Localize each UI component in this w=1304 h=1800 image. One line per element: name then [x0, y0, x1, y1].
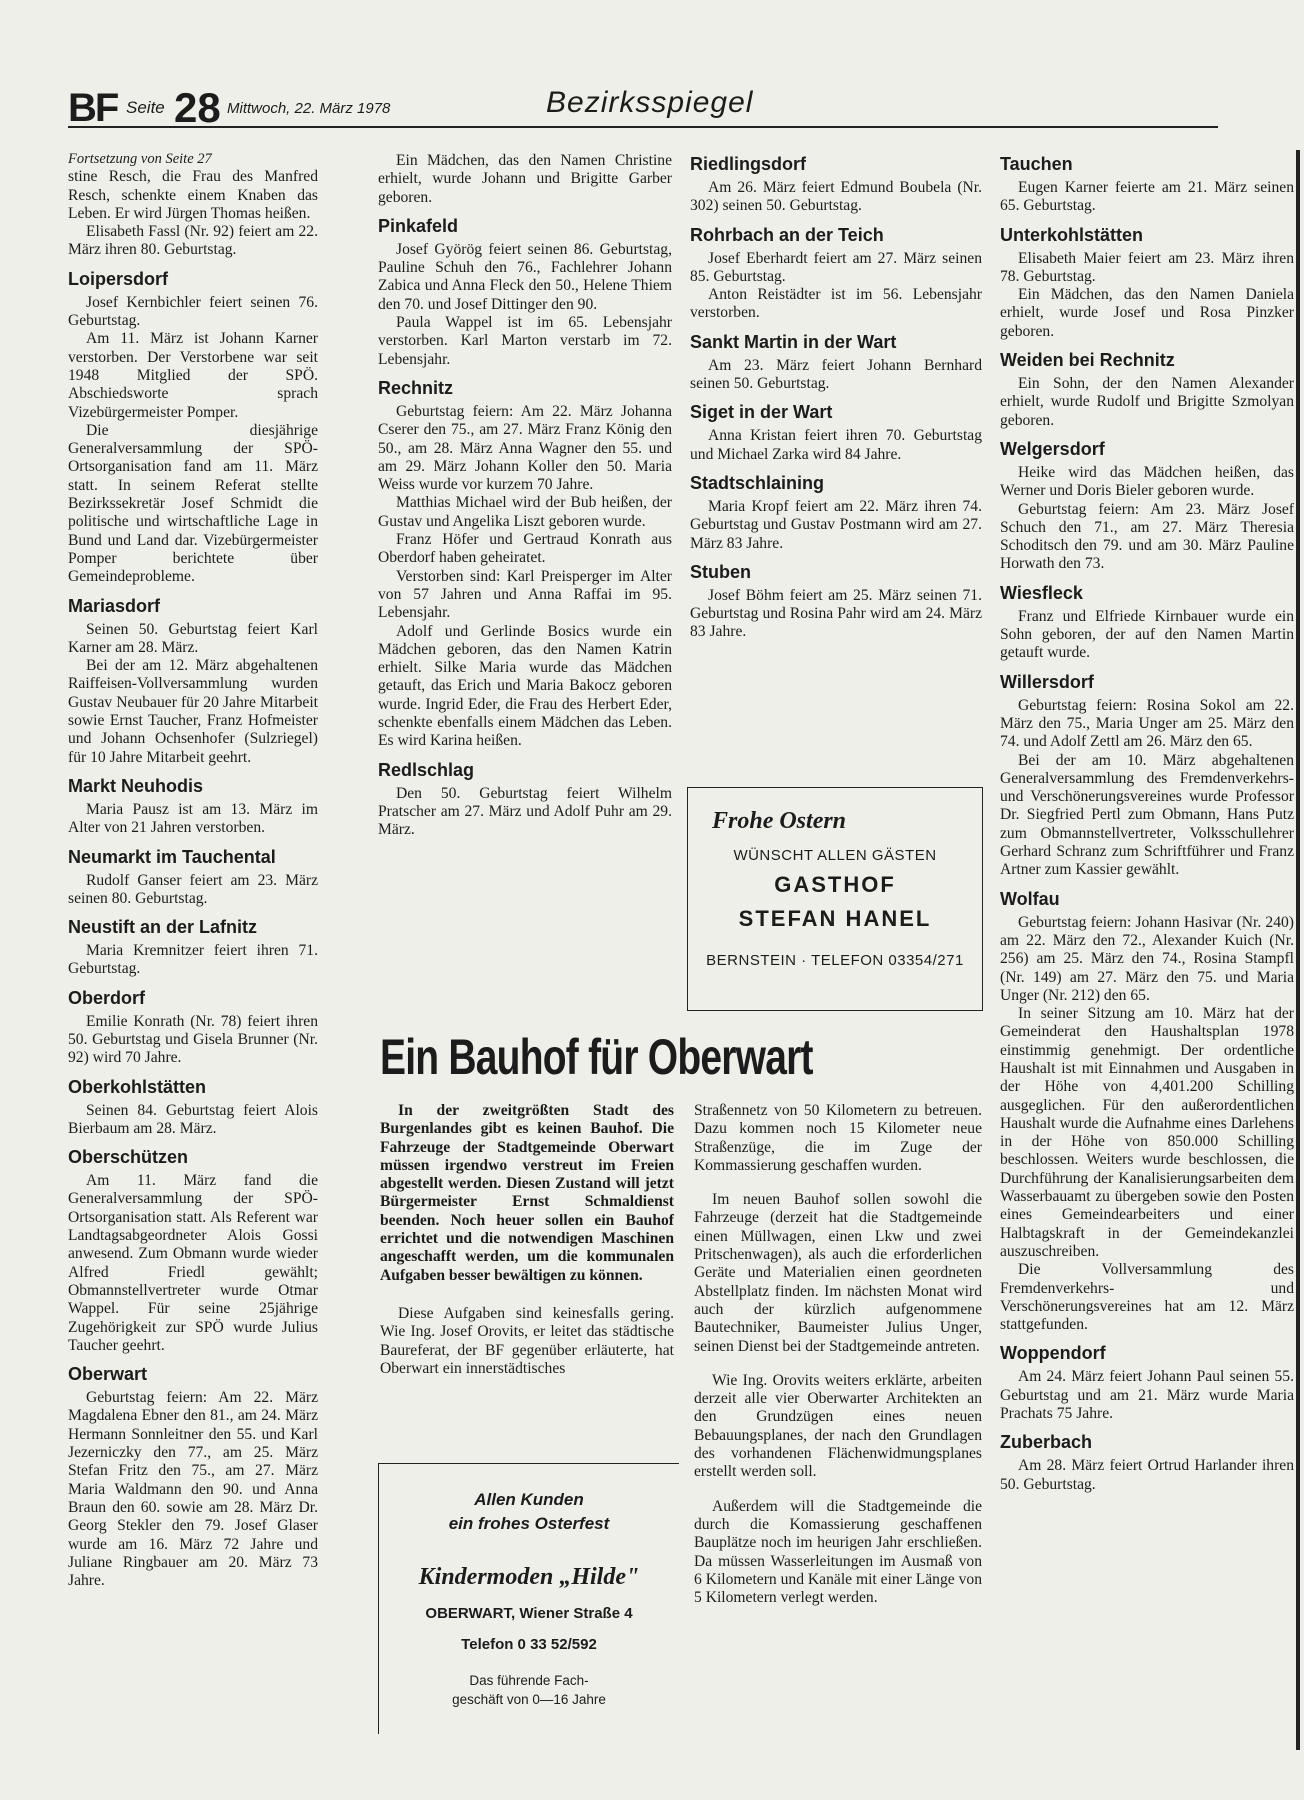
article-paragraph: Ein Sohn, der den Namen Alexander erhielt, wurde Rudolf und Brigitte Szmolyan geboren.	[1000, 375, 1294, 429]
town-heading: Siget in der Wart	[690, 402, 833, 423]
article-column-a	[380, 1102, 674, 1378]
article-paragraph: Josef Eberhardt feiert am 27. März seinen 85. Geburtstag.	[690, 249, 982, 285]
masthead	[68, 84, 1218, 131]
article-paragraph: Am 26. März feiert Edmund Boubela (Nr. 302) seinen 50. Geburtstag.	[690, 179, 982, 215]
town-heading: Markt Neuhodis	[68, 775, 204, 796]
newspaper-logo: BF	[68, 86, 118, 130]
article-paragraph: Seinen 84. Geburtstag feiert Alois Bierbaum am 28. März.	[68, 1101, 318, 1137]
ad-owner-name: STEFAN HANEL	[738, 906, 932, 931]
continuation-note: Fortsetzung von Seite 27	[68, 151, 212, 167]
article-paragraph: Geburtstag feiern: Am 22. März Magdalena Ebner den 81., am 24. März Hermann Sonnleitner den 55. und Karl Jezerniczky den 77., am 25. März Stefan Fritz den 75., am 27. März Maria Waldmann den 90. und Anna Braun den 60. sowie am 28. März Dr. Georg Stekler den 79. Josef Glaser wurde am 16. März 72 Jahre und Juliane Ringbauer am 20. März 73 Jahre.	[68, 1389, 318, 1590]
section-title: Bezirksspiegel	[546, 86, 754, 119]
ad-shop-name: Kindermoden „Hilde"	[418, 1564, 640, 1590]
town-heading: Redlschlag	[378, 759, 475, 780]
article-paragraph: Den 50. Geburtstag feiert Wilhelm Pratscher am 27. März und Adolf Puhr am 29. März.	[378, 784, 672, 839]
column-3	[690, 150, 982, 642]
column-1	[68, 150, 318, 1590]
town-heading: Neustift an der Lafnitz	[68, 917, 258, 938]
page-number: 28	[174, 84, 221, 131]
article-paragraph: Am 11. März fand die Generalversammlung der SPÖ-Ortsorganisation statt. Als Referent war Landtagsabgeordneter Alois Gossi anwesend. Zum Obmann wurde wieder Alfred Friedl gewählt; Obmannstellvertreter wurde Otmar Wappel. Für seine 25jährige Zugehörigkeit zur SPÖ wurde Julius Taucher geehrt.	[68, 1172, 318, 1354]
article-paragraph: Geburtstag feiern: Am 22. März Johanna Cserer den 75., am 27. März Franz König den 50., am 28. März Anna Wagner den 55. und am 29. März Johann Koller den 50. Maria Weiss wurde vor kurzem 70 Jahre.	[378, 402, 672, 494]
article-paragraph: Ein Mädchen, das den Namen Daniela erhielt, wurde Josef und Rosa Pinzker geboren.	[1000, 286, 1294, 340]
article-paragraph: Außerdem will die Stadtgemeinde die durch die Komassierung geschaffenen Bauplätze noch im heurigen Jahr erschließen. Da müssen Wasserleitungen im Ausmaß von 6 Kilometern und Kanäle mit einer Länge von 5 Kilometern verlegt werden.	[694, 1497, 982, 1607]
article-paragraph: Paula Wappel ist im 65. Lebensjahr verstorben. Karl Marton verstarb im 72. Lebensjahr.	[378, 314, 672, 368]
town-heading: Oberschützen	[68, 1147, 189, 1168]
article-paragraph: Wie Ing. Orovits weiters erklärte, arbeiten derzeit alle vier Oberwarter Architekten an den Grundzügen eines neuen Bebauungsplanes, der nach den Grundlagen des vorhandenen Flächenwidmungsplanes erstellt werden soll.	[694, 1371, 982, 1481]
article-paragraph: Am 28. März feiert Ortrud Harlander ihren 50. Geburtstag.	[1000, 1457, 1294, 1493]
town-heading: Rohrbach an der Teich	[690, 224, 884, 245]
town-heading: Oberdorf	[68, 987, 146, 1008]
town-heading: Sankt Martin in der Wart	[690, 331, 897, 352]
article-paragraph: Anton Reistädter ist im 56. Lebensjahr verstorben.	[690, 286, 982, 322]
ad-script-greeting: Frohe Ostern	[712, 808, 847, 834]
article-paragraph: Straßennetz von 50 Kilometern zu betreuen. Dazu kommen noch 15 Kilometer neue Straßenzüge, die im Zuge der Kommassierung geschaffen wurden.	[694, 1102, 982, 1174]
article-paragraph: Maria Kropf feiert am 22. März ihren 74. Geburtstag und Gustav Postmann wird am 27. März 83 Jahre.	[690, 497, 982, 552]
article-paragraph: Geburtstag feiern: Johann Hasivar (Nr. 240) am 22. März den 72., Alexander Kuich (Nr. 256) am 25. März den 74., Rosina Stampfl (Nr. 149) am 27. März den 75. und Maria Unger (Nr. 212) den 65.	[1000, 913, 1294, 1004]
article-paragraph: Maria Pausz ist am 13. März im Alter von 21 Jahren verstorben.	[68, 800, 318, 837]
town-heading: Stadtschlaining	[690, 472, 825, 493]
issue-date: Mittwoch, 22. März 1978	[227, 100, 391, 117]
article-paragraph: Josef Böhm feiert am 25. März seinen 71. Geburtstag und Rosina Pahr wird am 24. März 83 Jahre.	[690, 586, 982, 641]
town-heading: Zuberbach	[1000, 1432, 1093, 1453]
article-paragraph: In seiner Sitzung am 10. März hat der Gemeinderat den Haushaltsplan 1978 einstimmig genehmigt. Der ordentliche Haushalt ist mit Einnahmen und Ausgaben in der Höhe von 4,401.200 Schilling ausgeglichen. Für den außerordentlichen Haushalt wurde die Aufnahme eines Darlehens in der Höhe von 850.000 Schilling beschlossen. Weiters wurde beschlossen, die Durchführung der Kanalisierungsarbeiten dem Wasserbauamt zu übergeben sowie den Posten eines Gemeindearbeiters und einer Halbtagskraft in der Gemeindekanzlei auszuschreiben.	[1000, 1005, 1294, 1260]
column-2	[378, 152, 672, 840]
town-heading: Pinkafeld	[378, 215, 459, 236]
article-paragraph: Die diesjährige Generalversammlung der SPÖ-Ortsorganisation fand am 11. März statt. In seinem Referat stellte Bezirkssekretär Josef Schmidt die politische und wirtschaftliche Lage in Bund und Land dar. Vizebürgermeister Pomper berichtete über Gemeindeprobleme.	[68, 421, 318, 586]
ad-business-name: GASTHOF	[774, 872, 896, 897]
town-heading: Neumarkt im Tauchental	[68, 846, 276, 867]
page-label: Seite	[126, 98, 165, 117]
article-paragraph: Eugen Karner feierte am 21. März seinen 65. Geburtstag.	[1000, 179, 1294, 215]
article-paragraph: Diese Aufgaben sind keinesfalls gering. Wie Ing. Josef Orovits, er leitet das städtische Baureferat, der BF gegenüber erläuterte, hat Oberwart ein innerstädtisches	[380, 1304, 674, 1377]
article-paragraph: Bei der am 10. März abgehaltenen Generalversammlung des Fremdenverkehrs- und Verschönerungsvereines wurde Professor Dr. Siegfried Pertl zum Obmann, Hans Putz zum Obmannstellvertreter, Volksschullehrer Gerhard Schranz zum Schriftführer und Franz Artner zum Kassier gewählt.	[1000, 751, 1294, 879]
article-paragraph: Im neuen Bauhof sollen sowohl die Fahrzeuge (derzeit hat die Stadtgemeinde einen Müllwagen, einen Lkw und zwei Pritschenwagen), als auch die erforderlichen Geräte und Materialien einen geordneten Abstellplatz finden. Im nächsten Monat wird auch der kürzlich aufgenommene Bautechniker, Baumeister Julius Unger, seinen Dienst bei der Stadtgemeinde antreten.	[694, 1191, 982, 1355]
article-paragraph: Adolf und Gerlinde Bosics wurde ein Mädchen geboren, das den Namen Katrin erhielt. Silke Maria wurde das Mädchen getauft, das Erich und Maria Bakocz geboren wurde. Ingrid Eder, die Frau des Herbert Eder, schenkte ebenfalls einem Mädchen das Leben. Es wird Karina heißen.	[378, 622, 672, 750]
gasthof-advertisement	[687, 787, 983, 1011]
town-heading: Woppendorf	[1000, 1343, 1106, 1364]
ad-contact: BERNSTEIN · TELEFON 03354/271	[706, 952, 964, 969]
town-heading: Tauchen	[1000, 154, 1073, 174]
column-4	[1000, 150, 1294, 1494]
article-paragraph: Am 11. März ist Johann Karner verstorben. Der Verstorbene war seit 1948 Mitglied der SPÖ. Abschiedsworte sprach Vizebürgermeister Pomper.	[68, 330, 318, 421]
article-paragraph: stine Resch, die Frau des Manfred Resch, schenkte einem Knaben das Leben. Er wird Jürgen Thomas heißen.	[68, 168, 318, 222]
article-paragraph: Ein Mädchen, das den Namen Christine erhielt, wurde Johann und Brigitte Garber geboren.	[378, 152, 672, 206]
article-paragraph: Seinen 50. Geburtstag feiert Karl Karner am 28. März.	[68, 620, 318, 656]
ad-address: OBERWART, Wiener Straße 4	[425, 1605, 633, 1622]
article-paragraph: Verstorben sind: Karl Preisperger im Alter von 57 Jahren und Anna Raffai im 95. Lebensjahr.	[378, 567, 672, 622]
article-paragraph: Josef Kernbichler feiert seinen 76. Geburtstag.	[68, 293, 318, 330]
town-heading: Riedlingsdorf	[690, 154, 806, 174]
article-paragraph: Bei der am 12. März abgehaltenen Raiffeisen-Vollversammlung wurden Gustav Neubauer für 20 Jahre Mitarbeit sowie Ernst Taucher, Franz Hofmeister und Johann Ochsenhofer (Sulzriegel) für 10 Jahre Mitarbeit geehrt.	[68, 657, 318, 766]
article-paragraph: Franz Höfer und Gertraud Konrath aus Oberdorf haben geheiratet.	[378, 531, 672, 567]
ad-greeting-line: ein frohes Osterfest	[448, 1514, 610, 1533]
article-paragraph: Am 24. März feiert Johann Paul seinen 55. Geburtstag und am 21. März wurde Maria Prachats 75 Jahre.	[1000, 1368, 1294, 1423]
article-paragraph: Geburtstag feiern: Am 23. März Josef Schuch den 71., am 27. März Theresia Schoditsch den 79. und am 30. März Pauline Horwath den 73.	[1000, 500, 1294, 573]
town-heading: Loipersdorf	[68, 268, 169, 289]
town-heading: Willersdorf	[1000, 671, 1094, 692]
article-paragraph: Anna Kristan feiert ihren 70. Geburtstag und Michael Zarka wird 84 Jahre.	[690, 427, 982, 463]
town-heading: Wolfau	[1000, 888, 1060, 909]
town-heading: Oberwart	[68, 1364, 148, 1385]
article-lead: In der zweitgrößten Stadt des Burgenlandes gibt es keinen Bauhof. Die Fahrzeuge der Stadtgemeinde Oberwart müssen irgendwo verstreut im Freien abgestellt werden. Diesen Zustand will jetzt Bürgermeister Ernst Schmaldienst beenden. Noch heuer sollen ein Bauhof errichtet und die notwendigen Maschinen angeschafft werden, um die kommunalen Aufgaben besser bewältigen zu können.	[380, 1102, 674, 1284]
town-heading: Rechnitz	[378, 377, 454, 398]
ad-greeting	[379, 1488, 679, 1536]
town-heading: Welgersdorf	[1000, 438, 1105, 459]
ad-tagline-line: geschäft von 0—16 Jahre	[452, 1692, 606, 1707]
article-paragraph: Matthias Michael wird der Bub heißen, der Gustav und Angelika Liszt geboren wurde.	[378, 494, 672, 530]
article-paragraph: Am 23. März feiert Johann Bernhard seinen 50. Geburtstag.	[690, 356, 982, 393]
article-paragraph: Heike wird das Mädchen heißen, das Werner und Doris Bieler geboren wurde.	[1000, 463, 1294, 500]
kindermoden-advertisement	[378, 1463, 679, 1734]
article-paragraph: Emilie Konrath (Nr. 78) feiert ihren 50. Geburtstag und Gisela Brunner (Nr. 92) wird 70 Jahre.	[68, 1012, 318, 1067]
article-paragraph: Maria Kremnitzer feiert ihren 71. Geburtstag.	[68, 942, 318, 978]
ad-phone: Telefon 0 33 52/592	[461, 1636, 597, 1653]
town-heading: Mariasdorf	[68, 595, 161, 616]
town-heading: Stuben	[690, 561, 751, 582]
town-heading: Wiesfleck	[1000, 582, 1083, 603]
article-paragraph: Franz und Elfriede Kirnbauer wurde ein Sohn geboren, der auf den Namen Martin getauft wurde.	[1000, 607, 1294, 662]
ad-tagline	[379, 1671, 679, 1709]
article-paragraph: Rudolf Ganser feiert am 23. März seinen 80. Geburtstag.	[68, 871, 318, 907]
article-paragraph: Elisabeth Maier feiert am 23. März ihren 78. Geburtstag.	[1000, 249, 1294, 285]
town-heading: Oberkohlstätten	[68, 1076, 207, 1097]
article-paragraph: Elisabeth Fassl (Nr. 92) feiert am 22. März ihren 80. Geburtstag.	[68, 223, 318, 259]
article-paragraph: Josef Györög feiert seinen 86. Geburtstag, Pauline Schuh den 76., Fachlehrer Johann Zabica und Anna Fleck den 50., Helene Thiem den 70. und Josef Dittinger den 90.	[378, 240, 672, 313]
article-paragraph: Geburtstag feiern: Rosina Sokol am 22. März den 75., Maria Unger am 25. März den 74. und Adolf Zettl am 26. März den 65.	[1000, 696, 1294, 751]
town-heading: Unterkohlstätten	[1000, 224, 1144, 245]
scan-edge	[1296, 150, 1300, 1750]
article-paragraph: Die Vollversammlung des Fremdenverkehrs- und Verschönerungsvereines hat am 12. März stattgefunden.	[1000, 1261, 1294, 1334]
ad-tagline-line: Das führende Fach-	[469, 1673, 589, 1688]
ad-line: WÜNSCHT ALLEN GÄSTEN	[733, 847, 937, 864]
article-column-b	[694, 1102, 982, 1607]
town-heading: Weiden bei Rechnitz	[1000, 350, 1175, 371]
article-headline: Ein Bauhof für Oberwart	[380, 1029, 813, 1085]
ad-greeting-line: Allen Kunden	[474, 1490, 584, 1509]
